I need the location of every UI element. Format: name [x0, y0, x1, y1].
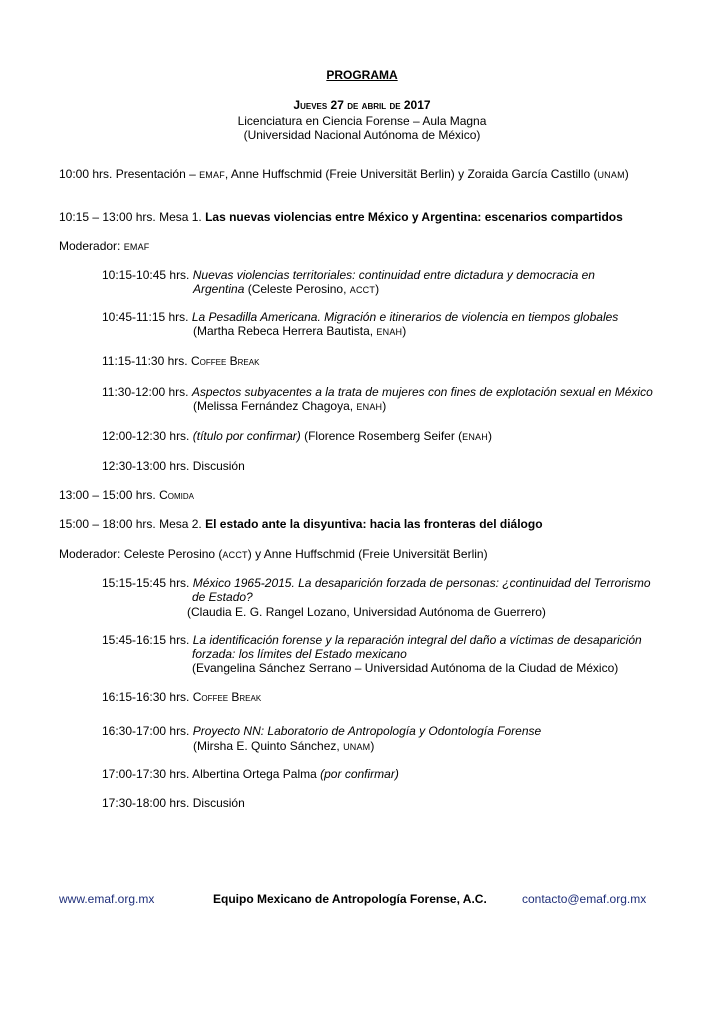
session-time: 11:15-11:30 hrs.	[102, 354, 191, 368]
lunch-time: 13:00 – 15:00 hrs.	[59, 488, 160, 502]
organization-name: Equipo Mexicano de Antropología Forense, A.C.	[213, 892, 487, 906]
coffee-break-label: Coffee Break	[190, 354, 260, 368]
session-author-line	[192, 661, 618, 675]
session-title: Proyecto NN: Laboratorio de Antropología y Odontología Forense	[192, 724, 542, 738]
session-time: 15:45-16:15 hrs.	[102, 633, 193, 647]
session-author: (Florence Rosemberg Seifer (	[300, 429, 463, 443]
discussion-item	[102, 796, 245, 810]
session-author: (Claudia E. G. Rangel Lozano, Universidad Autónoma de Guerrero)	[187, 605, 546, 619]
session-author: (Martha Rebeca Herrera Bautista,	[193, 324, 377, 338]
discussion-label: Discusión	[192, 796, 245, 810]
lunch-label: Comida	[159, 488, 194, 502]
presentation-line	[59, 167, 629, 182]
venue-line-1: Licenciatura en Ciencia Forense – Aula Magna	[237, 114, 487, 128]
session-item	[102, 310, 618, 324]
coffee-break-item	[102, 690, 261, 704]
session-author: (Mirsha E. Quinto Sánchez,	[193, 739, 344, 753]
session-item	[102, 767, 399, 781]
session-author-line	[193, 324, 406, 339]
org-abbrev: ENAH	[462, 432, 488, 442]
session-time: 15:15-15:45 hrs.	[102, 576, 193, 590]
session-title: Nuevas violencias territoriales: continuidad entre dictadura y democracia en	[192, 268, 595, 282]
paren-close: )	[624, 167, 629, 181]
org-abbrev: ENAH	[376, 327, 403, 337]
session-title: La Pesadilla Americana. Migración e itinerarios de violencia en tiempos globales	[191, 310, 619, 324]
email-link[interactable]: contacto@emaf.org.mx	[522, 892, 647, 906]
website-link[interactable]: www.emaf.org.mx	[59, 892, 155, 906]
moderator-text: ) y Anne Huffschmid (Freie Universität Berlin)	[247, 547, 488, 561]
paren-close: )	[487, 429, 492, 443]
session-title: La identificación forense y la reparación integral del daño a víctimas de desaparición	[192, 633, 642, 647]
org-abbrev: ACCT	[349, 285, 376, 295]
session-title: (título por confirmar)	[192, 429, 301, 443]
paren-close: )	[370, 739, 375, 753]
session-item	[102, 576, 651, 590]
session-time: 12:00-12:30 hrs.	[102, 429, 193, 443]
session-author: Albertina Ortega Palma	[192, 767, 321, 781]
session-title: de Estado?	[192, 590, 253, 604]
session-note: (por confirmar)	[320, 767, 399, 781]
session-time: 10:15-10:45 hrs.	[102, 268, 193, 282]
mesa1-title: Las nuevas violencias entre México y Argentina: escenarios compartidos	[205, 210, 623, 224]
session-item	[102, 633, 642, 647]
discussion-label: Discusión	[192, 459, 245, 473]
session-author: (Melissa Fernández Chagoya,	[193, 399, 357, 413]
session-author-line	[193, 739, 374, 754]
session-title: Aspectos subyacentes a la trata de mujeres con fines de explotación sexual en México	[191, 385, 653, 399]
session-item	[102, 429, 492, 444]
session-item-line2	[193, 282, 379, 297]
mesa2-heading	[59, 517, 543, 531]
session-time: 17:30-18:00 hrs.	[102, 796, 193, 810]
session-author: (Celeste Perosino,	[244, 282, 350, 296]
mesa2-moderator	[59, 547, 488, 562]
presentation-text: , Anne Huffschmid (Freie Universität Berlin) y Zoraida García Castillo (	[224, 167, 598, 181]
session-author-line	[187, 605, 546, 619]
venue-line-2: (Universidad Nacional Autónoma de México)	[243, 128, 481, 142]
org-abbrev: ACCT	[222, 550, 248, 560]
session-time: 16:30-17:00 hrs.	[102, 724, 193, 738]
session-author-line	[193, 399, 386, 414]
org-abbrev: UNAM	[343, 742, 371, 752]
session-title: forzada: los límites del Estado mexicano	[192, 647, 407, 661]
mesa1-time: 10:15 – 13:00 hrs. Mesa 1.	[59, 210, 206, 224]
session-time: 12:30-13:00 hrs.	[102, 459, 193, 473]
org-abbrev: ENAH	[356, 402, 383, 412]
mesa1-heading	[59, 210, 623, 224]
paren-close: )	[402, 324, 407, 338]
session-title-line2	[192, 647, 407, 661]
moderator-label: Moderador:	[59, 239, 124, 253]
session-title-line2	[192, 590, 253, 604]
session-item	[102, 268, 595, 282]
org-abbrev: EMAF	[123, 242, 150, 252]
discussion-item	[102, 459, 245, 473]
presentation-time: 10:00 hrs. Presentación –	[59, 167, 200, 181]
session-time: 16:15-16:30 hrs.	[102, 690, 193, 704]
session-title: Argentina	[193, 282, 245, 296]
session-author: (Evangelina Sánchez Serrano – Universidad Autónoma de la Ciudad de México)	[192, 661, 619, 675]
session-item	[102, 724, 541, 738]
mesa2-title: El estado ante la disyuntiva: hacia las fronteras del diálogo	[205, 517, 543, 531]
lunch-line	[59, 488, 194, 502]
paren-close: )	[382, 399, 387, 413]
page-title: PROGRAMA	[326, 68, 398, 82]
session-item	[102, 385, 653, 399]
moderator-text: Moderador: Celeste Perosino (	[59, 547, 223, 561]
session-time: 11:30-12:00 hrs.	[102, 385, 192, 399]
mesa2-time: 15:00 – 18:00 hrs. Mesa 2.	[59, 517, 206, 531]
mesa1-moderator	[59, 239, 150, 254]
org-abbrev: EMAF	[199, 170, 225, 180]
coffee-break-item	[102, 354, 259, 368]
session-time: 10:45-11:15 hrs.	[102, 310, 192, 324]
session-title: México 1965-2015. La desaparición forzada de personas: ¿continuidad del Terrorismo	[192, 576, 651, 590]
event-date: Jueves 27 de abril de 2017	[293, 98, 431, 112]
session-time: 17:00-17:30 hrs.	[102, 767, 193, 781]
paren-close: )	[375, 282, 380, 296]
org-abbrev: UNAM	[597, 170, 625, 180]
coffee-break-label: Coffee Break	[192, 690, 262, 704]
